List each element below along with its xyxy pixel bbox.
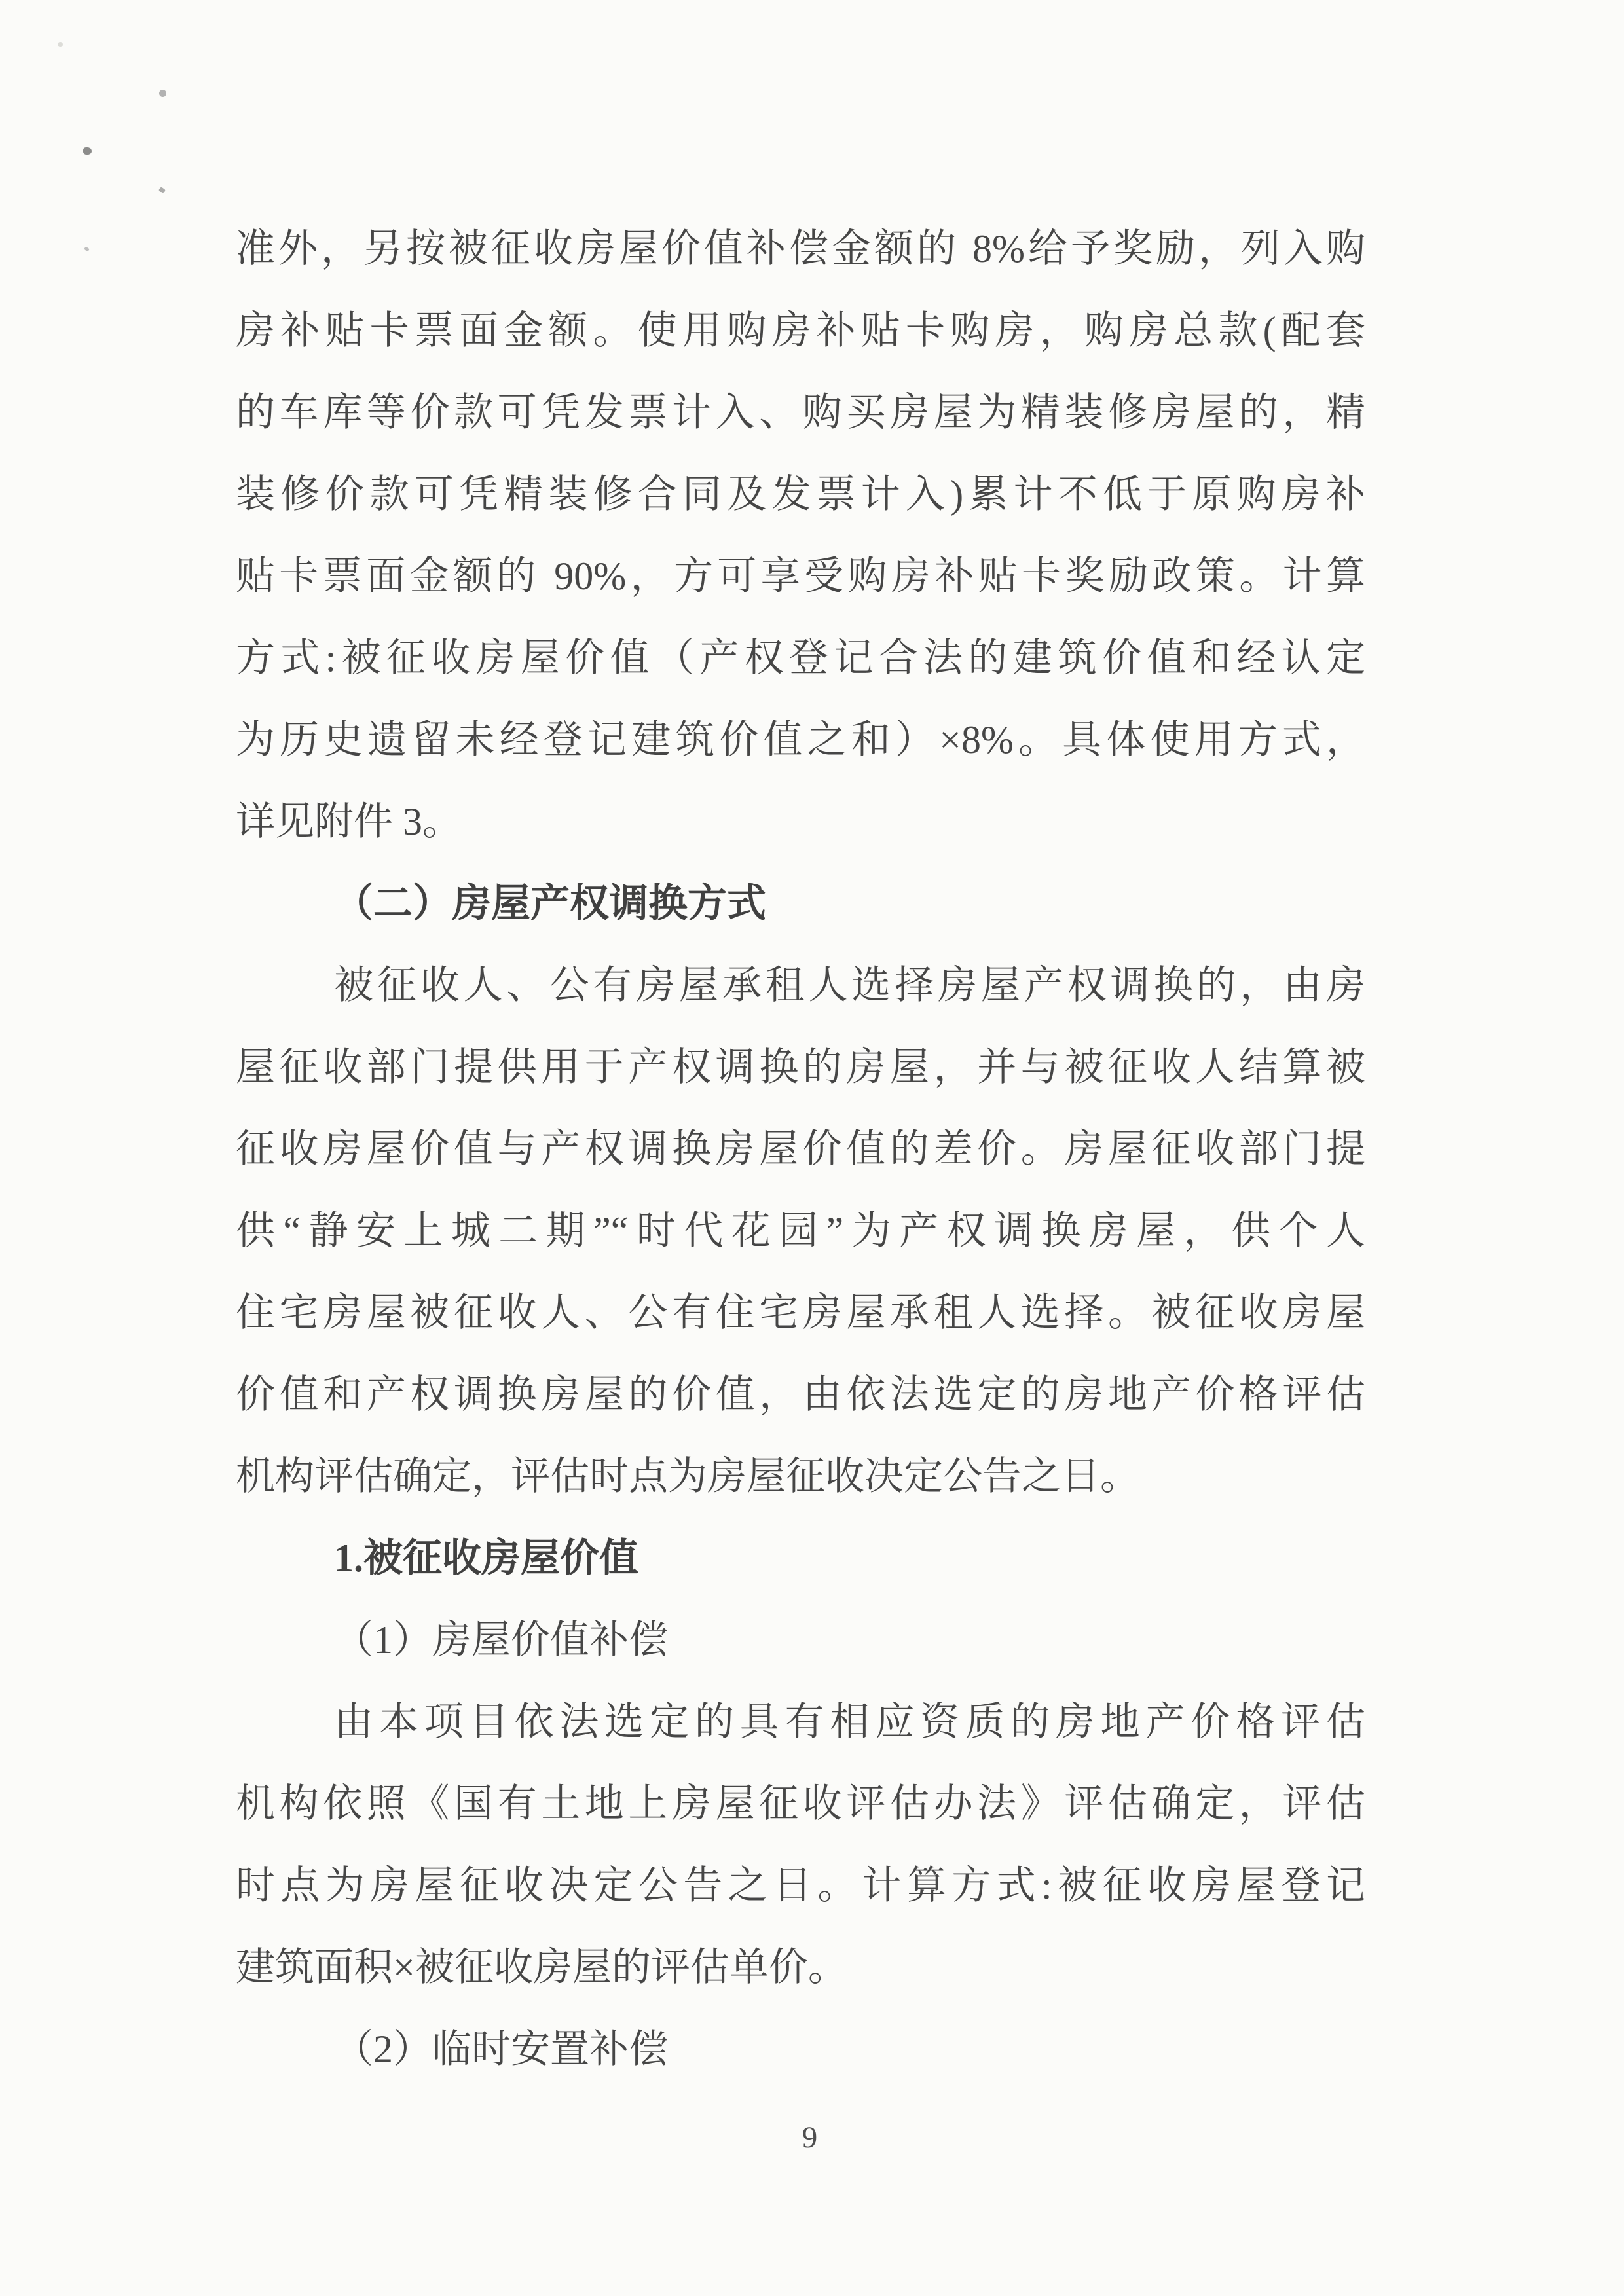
scan-speck xyxy=(159,90,166,97)
text-line: 机构评估确定，评估时点为房屋征收决定公告之日。 xyxy=(236,1455,1139,1498)
text-line: 详见附件 3。 xyxy=(236,800,462,843)
scan-speck xyxy=(58,42,63,47)
page-number: 9 xyxy=(802,2121,819,2155)
scan-speck xyxy=(84,246,90,251)
scan-speck xyxy=(83,147,92,155)
text-line: 贴卡票面金额的 90%，方可享受购房补贴卡奖励政策。计算 xyxy=(236,555,1365,598)
text-line: 征收房屋价值与产权调换房屋价值的差价。房屋征收部门提 xyxy=(236,1127,1365,1171)
text-line: 屋征收部门提供用于产权调换的房屋，并与被征收人结算被 xyxy=(236,1046,1365,1089)
text-line: 住宅房屋被征收人、公有住宅房屋承租人选择。被征收房屋 xyxy=(236,1291,1365,1334)
text-line: 装修价款可凭精装修合同及发票计入)累计不低于原购房补 xyxy=(236,473,1365,516)
subheading-1: （1）房屋价值补偿 xyxy=(334,1618,668,1662)
text-line: 房补贴卡票面金额。使用购房补贴卡购房，购房总款(配套 xyxy=(236,309,1365,352)
text-line: 方式:被征收房屋价值（产权登记合法的建筑价值和经认定 xyxy=(236,636,1365,680)
text-line: 价值和产权调换房屋的价值，由依法选定的房地产价格评估 xyxy=(236,1373,1365,1416)
text-line: 的车库等价款可凭发票计入、购买房屋为精装修房屋的，精 xyxy=(236,391,1365,434)
document-text xyxy=(236,208,1365,2090)
heading-section-two: （二）房屋产权调换方式 xyxy=(334,882,766,925)
text-line: 建筑面积×被征收房屋的评估单价。 xyxy=(236,1946,847,1989)
subheading-2: （2）临时安置补偿 xyxy=(334,2028,668,2071)
text-line: 为历史遗留未经登记建筑价值之和）×8%。具体使用方式， xyxy=(236,718,1365,761)
text-line: 准外，另按被征收房屋价值补偿金额的 8%给予奖励，列入购 xyxy=(236,227,1365,270)
text-line: 由本项目依法选定的具有相应资质的房地产价格评估 xyxy=(334,1700,1365,1743)
scan-speck xyxy=(158,187,166,194)
text-line: 供“静安上城二期”“时代花园”为产权调换房屋，供个人 xyxy=(236,1209,1365,1252)
heading-item-1: 1.被征收房屋价值 xyxy=(334,1537,638,1580)
text-line: 被征收人、公有房屋承租人选择房屋产权调换的，由房 xyxy=(334,964,1365,1007)
text-line: 时点为房屋征收决定公告之日。计算方式:被征收房屋登记 xyxy=(236,1864,1365,1907)
text-line: 机构依照《国有土地上房屋征收评估办法》评估确定，评估 xyxy=(236,1782,1365,1825)
